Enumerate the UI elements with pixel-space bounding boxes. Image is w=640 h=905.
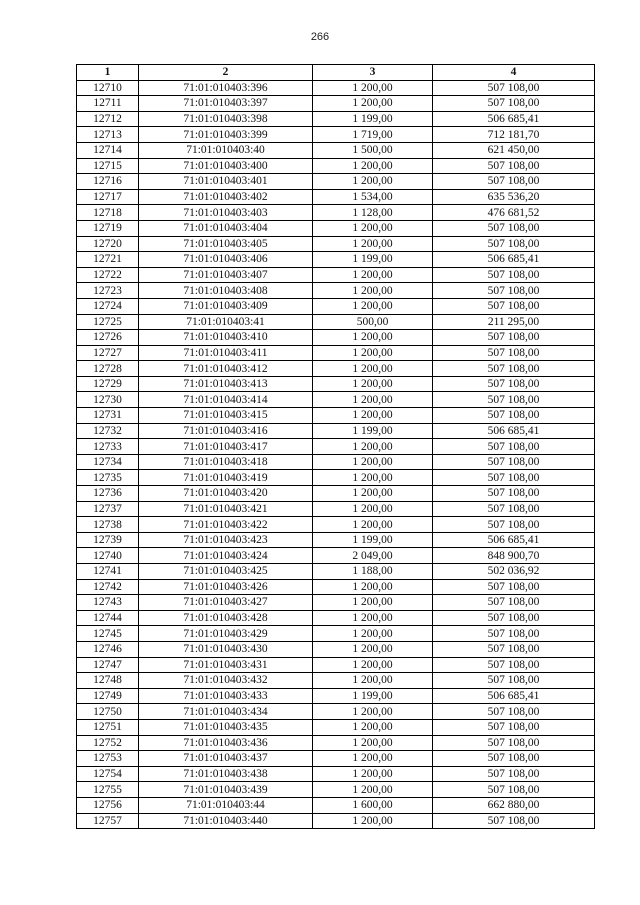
table-cell: 507 108,00 [433,439,595,455]
table-cell: 507 108,00 [433,595,595,611]
table-cell: 662 880,00 [433,797,595,813]
table-cell: 506 685,41 [433,532,595,548]
table-cell: 12725 [77,314,139,330]
table-cell: 12711 [77,96,139,112]
table-cell: 71:01:010403:396 [139,80,313,96]
table-cell: 1 199,00 [313,111,433,127]
table-cell: 1 200,00 [313,641,433,657]
table-cell: 71:01:010403:421 [139,501,313,517]
page-number: 266 [310,31,330,43]
table-row [77,797,595,813]
table-row [77,548,595,564]
table-row [77,174,595,190]
table-cell: 71:01:010403:398 [139,111,313,127]
table-cell: 12726 [77,330,139,346]
table-cell: 507 108,00 [433,719,595,735]
table-cell: 12724 [77,298,139,314]
table-cell: 1 200,00 [313,626,433,642]
table-cell: 12718 [77,205,139,221]
table-cell: 1 500,00 [313,142,433,158]
table-row [77,236,595,252]
table-cell: 71:01:010403:407 [139,267,313,283]
table-cell: 71:01:010403:430 [139,641,313,657]
table-cell: 71:01:010403:434 [139,704,313,720]
table-cell: 712 181,70 [433,127,595,143]
data-table [76,64,595,829]
table-row [77,657,595,673]
table-cell: 12737 [77,501,139,517]
table-cell: 71:01:010403:419 [139,470,313,486]
table-cell: 12752 [77,735,139,751]
table-row [77,813,595,829]
table-cell: 71:01:010403:44 [139,797,313,813]
column-header: 2 [139,65,313,81]
table-row [77,486,595,502]
table-cell: 1 200,00 [313,158,433,174]
table-cell: 507 108,00 [433,376,595,392]
header-row [77,65,595,81]
table-cell: 12710 [77,80,139,96]
table-cell: 71:01:010403:438 [139,766,313,782]
table-cell: 507 108,00 [433,267,595,283]
table-row [77,189,595,205]
table-row [77,96,595,112]
table-cell: 507 108,00 [433,501,595,517]
table-cell: 507 108,00 [433,361,595,377]
table-cell: 71:01:010403:439 [139,782,313,798]
table-cell: 71:01:010403:416 [139,423,313,439]
table-cell: 12749 [77,688,139,704]
table-cell: 1 188,00 [313,564,433,580]
table-cell: 71:01:010403:406 [139,252,313,268]
table-cell: 12712 [77,111,139,127]
table-row [77,704,595,720]
table-cell: 1 200,00 [313,501,433,517]
table-row [77,111,595,127]
table-cell: 1 200,00 [313,751,433,767]
table-cell: 1 199,00 [313,532,433,548]
table-cell: 507 108,00 [433,470,595,486]
table-cell: 507 108,00 [433,751,595,767]
table-row [77,595,595,611]
table-row [77,392,595,408]
table-cell: 71:01:010403:427 [139,595,313,611]
table-cell: 507 108,00 [433,673,595,689]
table-cell: 1 600,00 [313,797,433,813]
table-cell: 71:01:010403:414 [139,392,313,408]
table-cell: 71:01:010403:41 [139,314,313,330]
table-row [77,127,595,143]
table-cell: 1 200,00 [313,766,433,782]
column-header: 1 [77,65,139,81]
table-row [77,579,595,595]
table-cell: 12722 [77,267,139,283]
table-row [77,517,595,533]
table-cell: 507 108,00 [433,641,595,657]
table-row [77,361,595,377]
table-cell: 12751 [77,719,139,735]
table-row [77,735,595,751]
table-cell: 507 108,00 [433,626,595,642]
table-cell: 1 199,00 [313,252,433,268]
table-cell: 1 200,00 [313,267,433,283]
table-row [77,330,595,346]
table-cell: 1 128,00 [313,205,433,221]
table-cell: 71:01:010403:401 [139,174,313,190]
table-cell: 71:01:010403:413 [139,376,313,392]
table-cell: 507 108,00 [433,408,595,424]
table-cell: 1 719,00 [313,127,433,143]
table-row [77,314,595,330]
table-row [77,423,595,439]
table-cell: 12733 [77,439,139,455]
table-cell: 12756 [77,797,139,813]
table-cell: 507 108,00 [433,782,595,798]
table-row [77,298,595,314]
table-cell: 1 200,00 [313,813,433,829]
table-cell: 71:01:010403:399 [139,127,313,143]
table-cell: 1 200,00 [313,657,433,673]
table-cell: 848 900,70 [433,548,595,564]
table-cell: 1 200,00 [313,345,433,361]
table-cell: 12738 [77,517,139,533]
table-cell: 71:01:010403:397 [139,96,313,112]
column-header: 4 [433,65,595,81]
table-row [77,719,595,735]
table-cell: 507 108,00 [433,330,595,346]
table-cell: 12741 [77,564,139,580]
table-row [77,454,595,470]
table-row [77,142,595,158]
table-cell: 1 200,00 [313,595,433,611]
table-cell: 71:01:010403:409 [139,298,313,314]
table-cell: 507 108,00 [433,345,595,361]
table-cell: 1 200,00 [313,470,433,486]
table-cell: 12719 [77,220,139,236]
table-cell: 71:01:010403:425 [139,564,313,580]
table-cell: 502 036,92 [433,564,595,580]
table-cell: 71:01:010403:411 [139,345,313,361]
table-row [77,610,595,626]
table-cell: 507 108,00 [433,174,595,190]
table-cell: 1 200,00 [313,486,433,502]
table-cell: 12715 [77,158,139,174]
table-cell: 1 200,00 [313,782,433,798]
table-row [77,532,595,548]
table-cell: 71:01:010403:404 [139,220,313,236]
table-cell: 507 108,00 [433,298,595,314]
table-cell: 1 200,00 [313,439,433,455]
table-cell: 12740 [77,548,139,564]
table-row [77,439,595,455]
table-cell: 71:01:010403:436 [139,735,313,751]
table-cell: 2 049,00 [313,548,433,564]
table-cell: 506 685,41 [433,423,595,439]
table-cell: 12731 [77,408,139,424]
table-cell: 71:01:010403:402 [139,189,313,205]
table-cell: 507 108,00 [433,486,595,502]
table-cell: 1 200,00 [313,283,433,299]
table-cell: 71:01:010403:418 [139,454,313,470]
table-cell: 12742 [77,579,139,595]
table-cell: 1 200,00 [313,579,433,595]
table-cell: 71:01:010403:440 [139,813,313,829]
table-cell: 500,00 [313,314,433,330]
table-cell: 1 200,00 [313,376,433,392]
table-row [77,80,595,96]
table-cell: 12735 [77,470,139,486]
table-cell: 12736 [77,486,139,502]
table-cell: 71:01:010403:432 [139,673,313,689]
table-cell: 507 108,00 [433,704,595,720]
table-cell: 507 108,00 [433,220,595,236]
table-cell: 12757 [77,813,139,829]
table-cell: 507 108,00 [433,579,595,595]
table-cell: 1 200,00 [313,361,433,377]
table-cell: 211 295,00 [433,314,595,330]
table-row [77,158,595,174]
table-cell: 507 108,00 [433,96,595,112]
table-cell: 1 200,00 [313,298,433,314]
table-row [77,205,595,221]
table-row [77,766,595,782]
table-cell: 12746 [77,641,139,657]
table-cell: 507 108,00 [433,610,595,626]
table-cell: 507 108,00 [433,517,595,533]
table-cell: 71:01:010403:412 [139,361,313,377]
table-cell: 71:01:010403:428 [139,610,313,626]
table-cell: 71:01:010403:433 [139,688,313,704]
table-row [77,641,595,657]
table-cell: 71:01:010403:417 [139,439,313,455]
table-cell: 1 199,00 [313,688,433,704]
table-row [77,220,595,236]
table-row [77,252,595,268]
table-cell: 506 685,41 [433,252,595,268]
table-cell: 12744 [77,610,139,626]
table-cell: 1 200,00 [313,392,433,408]
table-row [77,408,595,424]
table-cell: 507 108,00 [433,392,595,408]
table-cell: 507 108,00 [433,283,595,299]
table-cell: 12734 [77,454,139,470]
table-cell: 71:01:010403:423 [139,532,313,548]
table-cell: 12755 [77,782,139,798]
table-cell: 1 200,00 [313,236,433,252]
table-cell: 71:01:010403:420 [139,486,313,502]
table-cell: 12720 [77,236,139,252]
table-cell: 1 200,00 [313,80,433,96]
table-cell: 12714 [77,142,139,158]
table-row [77,626,595,642]
table-cell: 71:01:010403:403 [139,205,313,221]
table-cell: 71:01:010403:422 [139,517,313,533]
table-cell: 12728 [77,361,139,377]
table-cell: 476 681,52 [433,205,595,221]
table-cell: 71:01:010403:410 [139,330,313,346]
table-row [77,267,595,283]
table-cell: 12750 [77,704,139,720]
table-cell: 621 450,00 [433,142,595,158]
table-cell: 506 685,41 [433,688,595,704]
table-cell: 71:01:010403:437 [139,751,313,767]
table-row [77,501,595,517]
table-cell: 12739 [77,532,139,548]
table-cell: 507 108,00 [433,80,595,96]
table-row [77,673,595,689]
table-cell: 507 108,00 [433,454,595,470]
table-cell: 12745 [77,626,139,642]
table-cell: 1 200,00 [313,673,433,689]
table-cell: 635 536,20 [433,189,595,205]
table-cell: 1 200,00 [313,517,433,533]
table-cell: 12754 [77,766,139,782]
table-cell: 71:01:010403:426 [139,579,313,595]
table-row [77,751,595,767]
table-cell: 507 108,00 [433,766,595,782]
table-cell: 1 534,00 [313,189,433,205]
table-cell: 12747 [77,657,139,673]
table-cell: 507 108,00 [433,735,595,751]
table-cell: 1 199,00 [313,423,433,439]
table-cell: 12727 [77,345,139,361]
table-row [77,688,595,704]
table-cell: 12716 [77,174,139,190]
table-row [77,782,595,798]
table-cell: 71:01:010403:400 [139,158,313,174]
table-cell: 12723 [77,283,139,299]
table-cell: 507 108,00 [433,813,595,829]
table-cell: 12721 [77,252,139,268]
column-header: 3 [313,65,433,81]
table-cell: 1 200,00 [313,735,433,751]
table-row [77,470,595,486]
table-cell: 1 200,00 [313,174,433,190]
table-cell: 1 200,00 [313,330,433,346]
table-cell: 71:01:010403:431 [139,657,313,673]
table-cell: 12732 [77,423,139,439]
table-cell: 12753 [77,751,139,767]
table-row [77,345,595,361]
table-cell: 12717 [77,189,139,205]
table-cell: 1 200,00 [313,704,433,720]
table-cell: 12743 [77,595,139,611]
table-cell: 71:01:010403:40 [139,142,313,158]
table-cell: 71:01:010403:429 [139,626,313,642]
table-cell: 507 108,00 [433,657,595,673]
table-cell: 12713 [77,127,139,143]
table-cell: 71:01:010403:408 [139,283,313,299]
table-row [77,564,595,580]
table-cell: 506 685,41 [433,111,595,127]
table-cell: 12729 [77,376,139,392]
table-cell: 1 200,00 [313,454,433,470]
table-cell: 71:01:010403:435 [139,719,313,735]
table-cell: 1 200,00 [313,96,433,112]
table-cell: 507 108,00 [433,236,595,252]
table-row [77,376,595,392]
table-cell: 1 200,00 [313,610,433,626]
table-cell: 12730 [77,392,139,408]
table-cell: 12748 [77,673,139,689]
table-row [77,283,595,299]
table-cell: 71:01:010403:405 [139,236,313,252]
table-cell: 71:01:010403:415 [139,408,313,424]
table-cell: 1 200,00 [313,719,433,735]
table-cell: 71:01:010403:424 [139,548,313,564]
table-cell: 507 108,00 [433,158,595,174]
table-cell: 1 200,00 [313,220,433,236]
table-cell: 1 200,00 [313,408,433,424]
